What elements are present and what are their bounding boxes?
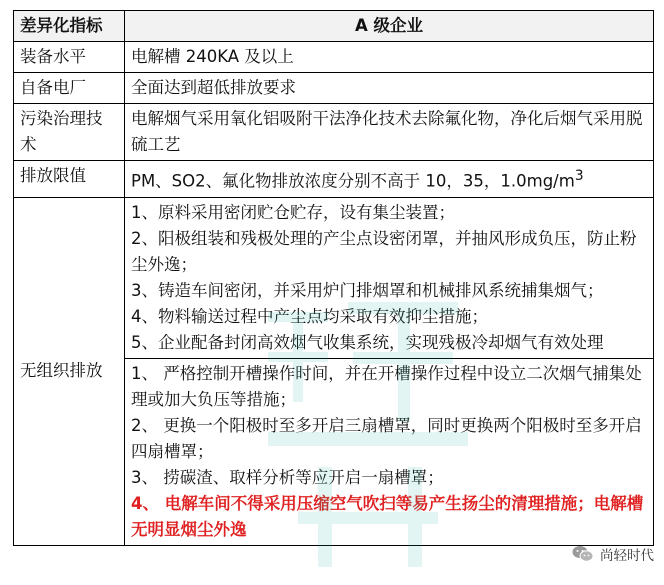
header-grade-a: A 级企业 [125,11,654,42]
table-row [14,161,654,198]
row-value: 全面达到超低排放要求 [125,73,654,104]
table-row [14,73,654,104]
emission-limit-text: PM、SO2、氟化物排放浓度分别不高于 10，35，1.0mg/m [131,171,575,191]
list-item-highlight: 4、 电解车间不得采用压缩空气吹扫等易产生扬尘的清理措施；电解槽无明显烟尘外逸 [131,493,644,539]
list-item: 3、铸造车间密闭，并采用炉门排烟罩和机械排风系统捕集烟气； [131,280,604,300]
table-row [14,197,654,358]
list-item: 1、 严格控制开槽操作时间，并在开槽操作过程中设立二次烟气捕集处理或加大负压等措施； [131,363,642,409]
list-item: 1、原料采用密闭贮仓贮存，设有集尘装置； [131,202,455,222]
row-value: 电解烟气采用氧化铝吸附干法净化技术去除氟化物，净化后烟气采用脱硫工艺 [125,104,654,161]
header-indicator: 差异化指标 [14,11,125,42]
wechat-icon [572,545,594,563]
table-row [14,42,654,73]
row-label: 装备水平 [14,42,125,73]
policy-table [13,10,654,546]
fugitive-block-2 [125,358,654,545]
fugitive-block-1 [125,197,654,358]
list-item: 4、物料输送过程中产尘点均采取有效抑尘措施； [131,306,488,326]
footer-brand: 尚轻时代 [600,548,654,564]
footer-badge [572,544,654,564]
table-row [14,104,654,161]
row-label: 污染治理技术 [14,104,125,161]
list-item: 2、阳极组装和残极处理的产尘点设密闭罩，并抽风形成负压，防止粉尘外逸； [131,228,637,274]
row-label: 排放限值 [14,161,125,198]
row-label-fugitive: 无组织排放 [14,197,125,545]
row-value [125,161,654,198]
list-item: 3、 捞碳渣、取样分析等应开启一扇槽罩； [131,467,444,487]
list-item: 2、 更换一个阳极时至多开启三扇槽罩，同时更换两个阳极时至多开启四扇槽罩； [131,415,642,461]
list-item: 5、企业配备封闭高效烟气收集系统，实现残极冷却烟气有效处理 [131,332,604,352]
row-value: 电解槽 240KA 及以上 [125,42,654,73]
unit-superscript: 3 [574,168,584,184]
table-header-row [14,11,654,42]
row-label: 自备电厂 [14,73,125,104]
